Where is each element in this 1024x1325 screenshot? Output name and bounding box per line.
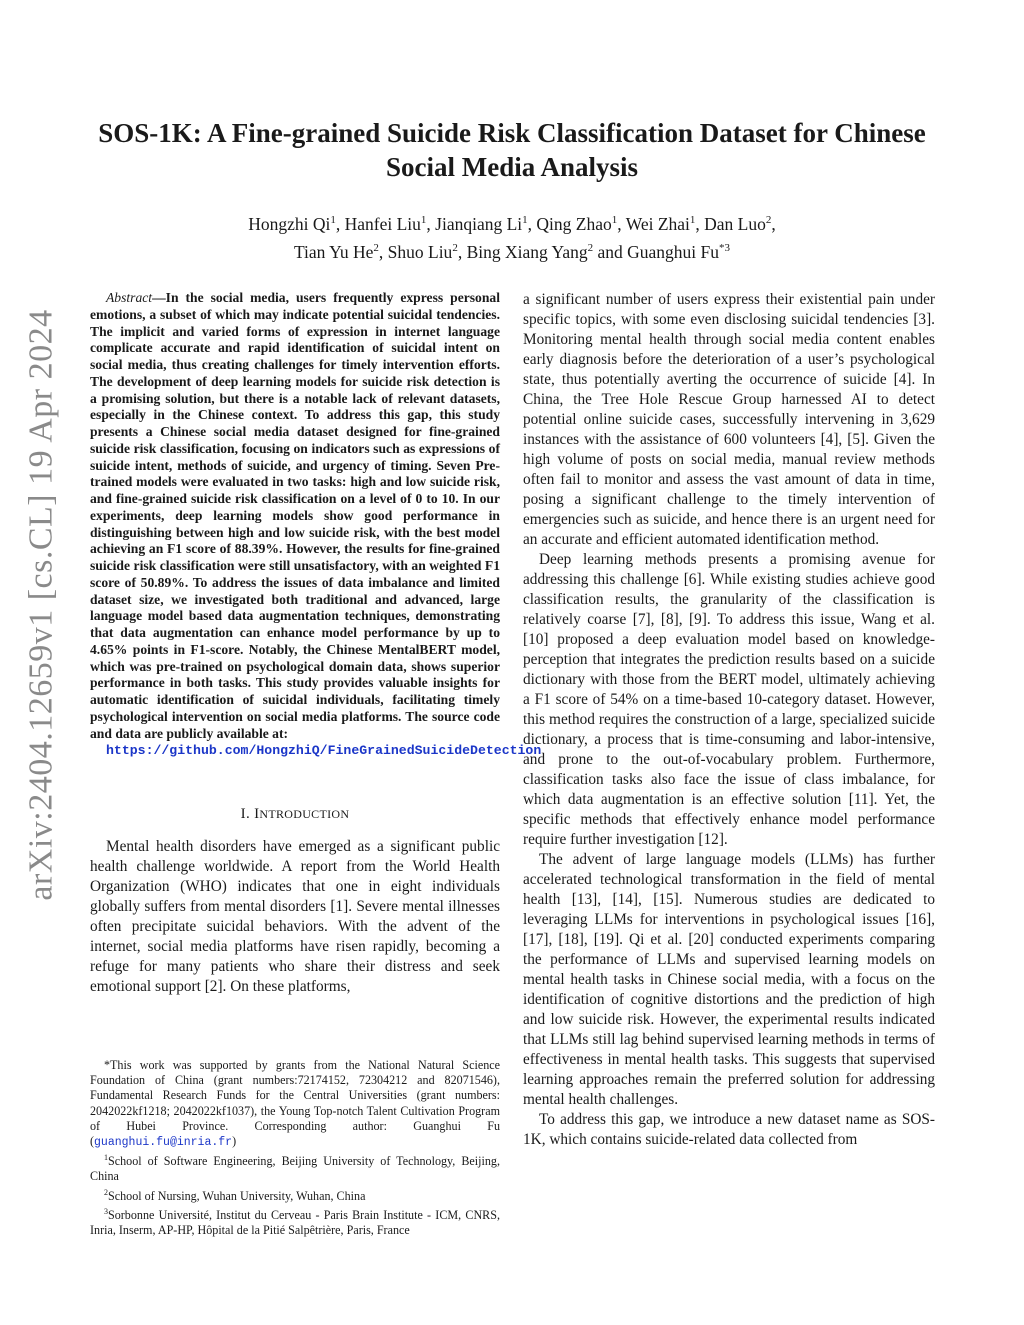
author-affiliation-mark: 2 <box>452 241 458 254</box>
author-affiliation-mark: 1 <box>611 214 618 226</box>
author-name: Guanghui Fu <box>627 241 720 262</box>
author-affiliation-mark: 1 <box>330 214 336 226</box>
body-paragraph: a significant number of users express their existential pain under specific topics, with some even disclosing suicidal tendencies [3]. Monitoring mental health through social media content enables early diagnosis before the deterioration of a user’s psychological state, thus potentially averting the occurrence of suicide [4]. In China, the Tree Hole Rescue Group harnessed AI to detect potential online suicide cases, successfully intervening in 3,629 instances with the assistance of 600 volunteers [4], [5]. Given the high volume of posts on social media, manual review methods often fail to monitor and assess the vast amount of data in time, posing a significant challenge to the timely intervention of emergencies such as suicide, and hence there is an urgent need for an accurate and efficient automated identification method. <box>523 291 935 548</box>
open-paren: ( <box>90 1134 95 1149</box>
author-name: Shuo Liu <box>387 241 453 262</box>
author-affiliation-mark: 1 <box>522 214 528 226</box>
abstract-dash: — <box>152 290 166 305</box>
section-heading-introduction <box>90 806 500 823</box>
affiliation-text: School of Nursing, Wuhan University, Wuhan, China <box>108 1188 366 1203</box>
author-affiliation-mark: 2 <box>587 241 594 254</box>
author-name: Hongzhi Qi <box>248 213 331 234</box>
abstract-label: Abstract <box>106 290 153 305</box>
section-title-rest: NTRODUCTION <box>259 807 350 821</box>
affiliation-text: Sorbonne Université, Institut du Cerveau - Paris Brain Institute - ICM, CNRS, Inria, Inserm, AP-HP, Hôpital de la Pitié Salpêtrière, Paris, France <box>90 1207 500 1238</box>
body-paragraph: To address this gap, we introduce a new dataset name as SOS-1K, which contains suicide-related data collected from <box>523 1111 935 1148</box>
affiliation-mark: 2 <box>104 1187 108 1197</box>
author-name: Hanfei Liu <box>344 213 421 234</box>
author-name: Jianqiang Li <box>435 213 523 234</box>
author-affiliation-mark: *3 <box>719 241 731 254</box>
paper-title: SOS-1K: A Fine-grained Suicide Risk Classification Dataset for Chinese Social Media Analysis <box>98 118 926 182</box>
author-name: Wei Zhai <box>625 213 690 234</box>
author-affiliation-mark: 2 <box>373 241 379 254</box>
arxiv-identifier-stamp <box>18 309 66 901</box>
abstract-text: In the social media, users frequently express personal emotions, a subset of which may indicate potential suicidal tendencies. The implicit and varied forms of expression in internet language complicate accurate and rapid identification of suicidal intent on social media, thus creating challenges for timely intervention efforts. The development of deep learning models for suicide risk detection is a promising solution, but there is a notable lack of relevant datasets, especially in the Chinese context. To address this gap, this study presents a Chinese social media dataset designed for fine-grained suicide risk classification, focusing on indicators such as expressions of suicide intent, methods of suicide, and urgency of timing. Seven Pre-trained models were evaluated in two tasks: high and low suicide risk, and fine-grained suicide risk classification on a level of 0 to 10. In our experiments, deep learning models show good performance in distinguishing between high and low suicide risk, with the best model achieving an F1 score of 88.39%. However, the results for fine-grained suicide risk classification were still unsatisfactory, with an weighted F1 score of 50.89%. To address the issues of data imbalance and limited dataset size, we investigated both traditional and advanced, large language model based data augmentation techniques, demonstrating that data augmentation can enhance model performance by up to 4.65% points in F1-score. Notably, the Chinese MentalBERT model, which was pre-trained on psychological domain data, shows superior performance in both tasks. This study provides valuable insights for automatic identification of suicidal individuals, facilitating timely psychological intervention on social media platforms. The source code and data are publicly available at: <box>90 290 500 741</box>
intro-paragraph: Mental health disorders have emerged as a significant public health challenge worldwide. A report from the World Health Organization (WHO) indicates that one in eight individuals globally suffers from mental disorders [1]. Severe mental illnesses often precipitate suicidal behaviors. With the advent of the internet, social media platforms have risen rapidly, becoming a refuge for many patients who share their distress and seek emotional support [2]. On these platforms, <box>90 838 500 995</box>
section-title-first-letter: I <box>254 806 260 822</box>
affiliation-mark: 1 <box>104 1153 108 1163</box>
author-name: Dan Luo <box>704 213 766 234</box>
corresponding-email-link[interactable]: guanghui.fu@inria.fr <box>94 1136 233 1150</box>
body-paragraph: The advent of large language models (LLMs) has further accelerated technological transformation in the field of mental health [13], [14], [15]. Numerous studies are dedicated to leveraging LLMs for interventions in psychological issues [16], [17], [18], [19]. Qi et al. [20] conducted experiments comparing the performance of LLMs and supervised learning models on mental health tasks in Chinese social media, with a focus on the identification of cognitive distortions and the prediction of high and low suicide risk. However, the experimental results indicated that LLMs still lag behind supervised learning methods in terms of effectiveness in mental health tasks. This suggests that supervised learning approaches remain the preferred solution for addressing mental health challenges. <box>523 851 935 1108</box>
author-name: Bing Xiang Yang <box>466 241 588 262</box>
affiliation-footnote <box>90 1185 500 1204</box>
affiliation-footnote <box>90 1204 500 1238</box>
author-conjunction: and <box>597 241 623 262</box>
author-affiliation-mark: 1 <box>420 214 427 226</box>
author-affiliation-mark: 2 <box>765 214 772 226</box>
left-column <box>90 290 542 997</box>
affiliation-text: School of Software Engineering, Beijing University of Technology, Beijing, China <box>90 1154 500 1184</box>
affiliation-footnote <box>90 1150 500 1184</box>
affiliation-mark: 3 <box>104 1206 108 1216</box>
author-list: Hongzhi Qi$^1$, Hanfei Liu$^1$, Jianqiang Li$^1$, Qing Zhao$^1$, Wei Zhai$^1$, Dan Luo$^2$, Tian Yu He$^2$, Shuo Liu$^2$, Bing Xiang Yang$^2$ and Guanghui Fu$^{*3}$ <box>248 213 776 262</box>
section-number: I. <box>240 806 251 822</box>
arxiv-id-text: arXiv:2404.12659v1 [cs.CL] 19 Apr 2024 <box>23 309 60 901</box>
right-column <box>523 290 935 1150</box>
funding-text: *This work was supported by grants from the National Natural Science Foundation of China (grant numbers:72174152, 72304212 and 82071546), Fundamental Research Funds for the Central Universities (grant numbers: 2042022kf1218; 2042022kf1037), the Young Top-notch Talent Cultivation Program of Hubei Province. Corresponding author: Guanghui Fu <box>90 1058 500 1133</box>
funding-footnote <box>90 1058 500 1150</box>
close-paren: ) <box>232 1134 237 1149</box>
author-affiliation-mark: 1 <box>689 214 696 226</box>
source-code-link[interactable]: https://github.com/HongzhiQ/FineGrainedSuicideDetection <box>106 743 542 759</box>
abstract <box>90 290 542 760</box>
body-paragraph: Deep learning methods presents a promising avenue for addressing this challenge [6]. While existing studies achieve good classification results, the granularity of the classification is relatively coarse [7], [8], [9]. To address this issue, Wang et al. [10] proposed a deep evaluation model based on knowledge-perception that integrates the prediction results based on a suicide dictionary with those from the BERT model, ultimately achieving a F1 score of 54% on a time-based 10-category dataset. However, this method requires the construction of a large, specialized suicide dictionary, a process that is time-consuming and labor-intensive, and prone to the out-of-vocabulary problem. Furthermore, classification tasks also face the issue of class imbalance, for which data augmentation is an effective solution [11]. Yet, the specific methods that effectively enhance model performance require further investigation [12]. <box>523 551 935 848</box>
author-name: Tian Yu He <box>293 241 374 262</box>
author-name: Qing Zhao <box>536 213 612 234</box>
footnotes <box>90 1058 500 1238</box>
